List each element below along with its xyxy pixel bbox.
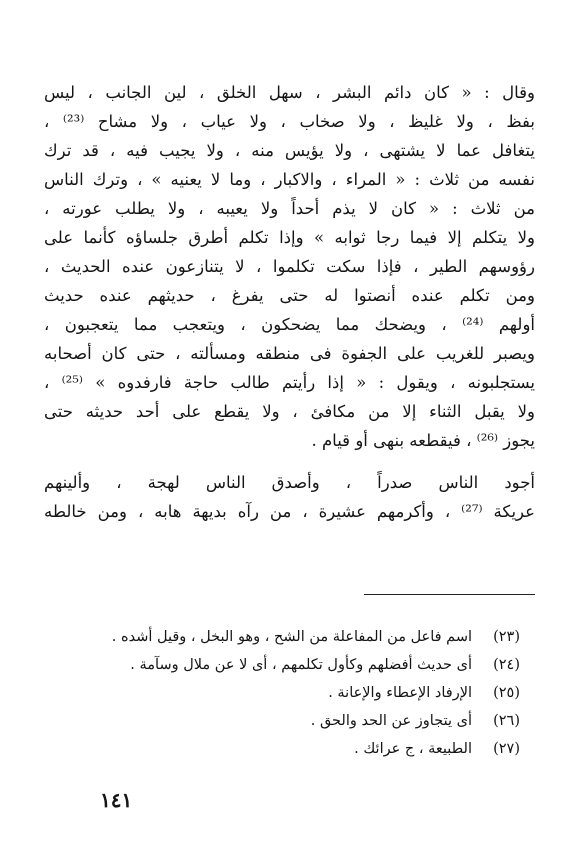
text-line: من ثلاث : « كان لا يذم أحداً ولا يعيبه ، ولا يطلب عورته ،	[44, 199, 535, 218]
footnote-26	[60, 707, 520, 735]
footnote-number: (٢٥)	[493, 685, 520, 701]
text-line: ولا يتكلم إلا فيما رجا ثوابه » وإذا تكلم أطرق جلساؤه كأنما على	[44, 228, 535, 247]
text-line: عريكة ⁽²⁷⁾ ، وأكرمهم عشيرة ، من رآه بديهة هابه ، ومن خالطه	[44, 502, 535, 521]
text-line: وقال : « كان دائم البشر ، سهل الخلق ، لين الجانب ، ليس	[44, 83, 535, 102]
footnotes	[60, 623, 520, 763]
text-line: ومن تكلم عنده أنصتوا له حتى يفرغ ، حديثهم عنده حديث	[44, 286, 535, 305]
footnote-number: (٢٧)	[493, 741, 520, 757]
text-line: يتغافل عما لا يشتهى ، ولا يؤيس منه ، ولا يجيب فيه ، قد ترك	[44, 141, 535, 160]
page-number: ١٤١	[100, 788, 133, 812]
footnote-25	[60, 679, 520, 707]
footnote-number: (٢٦)	[493, 713, 520, 729]
paragraph-1	[44, 78, 535, 455]
main-text	[44, 78, 535, 526]
footnote-divider	[364, 594, 535, 595]
text-line: نفسه من ثلاث : « المراء ، والاكبار ، وما لا يعنيه » ، وترك الناس	[44, 170, 535, 189]
text-line: أجود الناس صدراً ، وأصدق الناس لهجة ، وألينهم	[44, 473, 535, 492]
footnote-24	[60, 651, 520, 679]
paragraph-2	[44, 468, 535, 526]
text-line: أولهم ⁽²⁴⁾ ، ويضحك مما يضحكون ، ويتعجب مما يتعجبون ،	[44, 315, 535, 334]
text-line: يجوز ⁽²⁶⁾ ، فيقطعه بنهى أو قيام .	[311, 431, 535, 450]
footnote-text: أى حديث أفضلهم وكأول تكلمهم ، أى لا عن ملال وسآمة .	[130, 657, 472, 673]
text-line: يستجلبونه ، ويقول : « إذا رأيتم طالب حاجة فارفدوه » ⁽²⁵⁾ ،	[44, 373, 536, 392]
text-line: رؤوسهم الطير ، فإذا سكت تكلموا ، لا يتنازعون عنده الحديث ،	[44, 257, 535, 276]
text-line: ويصبر للغريب على الجفوة فى منطقه ومسألته ، حتى كان أصحابه	[44, 344, 535, 363]
footnote-number: (٢٣)	[493, 629, 520, 645]
footnote-text: اسم فاعل من المفاعلة من الشح ، وهو البخل ، وقيل أشده .	[111, 629, 472, 645]
footnote-23	[60, 623, 520, 651]
footnote-text: الإرفاد الإعطاء والإعانة .	[328, 685, 472, 701]
text-line: بفظ ، ولا غليظ ، ولا صخاب ، ولا عياب ، ولا مشاح ⁽²³⁾ ،	[44, 112, 536, 131]
footnote-text: الطبيعة ، ج عرائك .	[354, 741, 472, 757]
footnote-number: (٢٤)	[493, 657, 520, 673]
footnote-27	[60, 735, 520, 763]
footnote-text: أى يتجاوز عن الحد والحق .	[310, 713, 472, 729]
text-line: ولا يقبل الثناء إلا من مكافئ ، ولا يقطع على أحد حديثه حتى	[44, 402, 535, 421]
